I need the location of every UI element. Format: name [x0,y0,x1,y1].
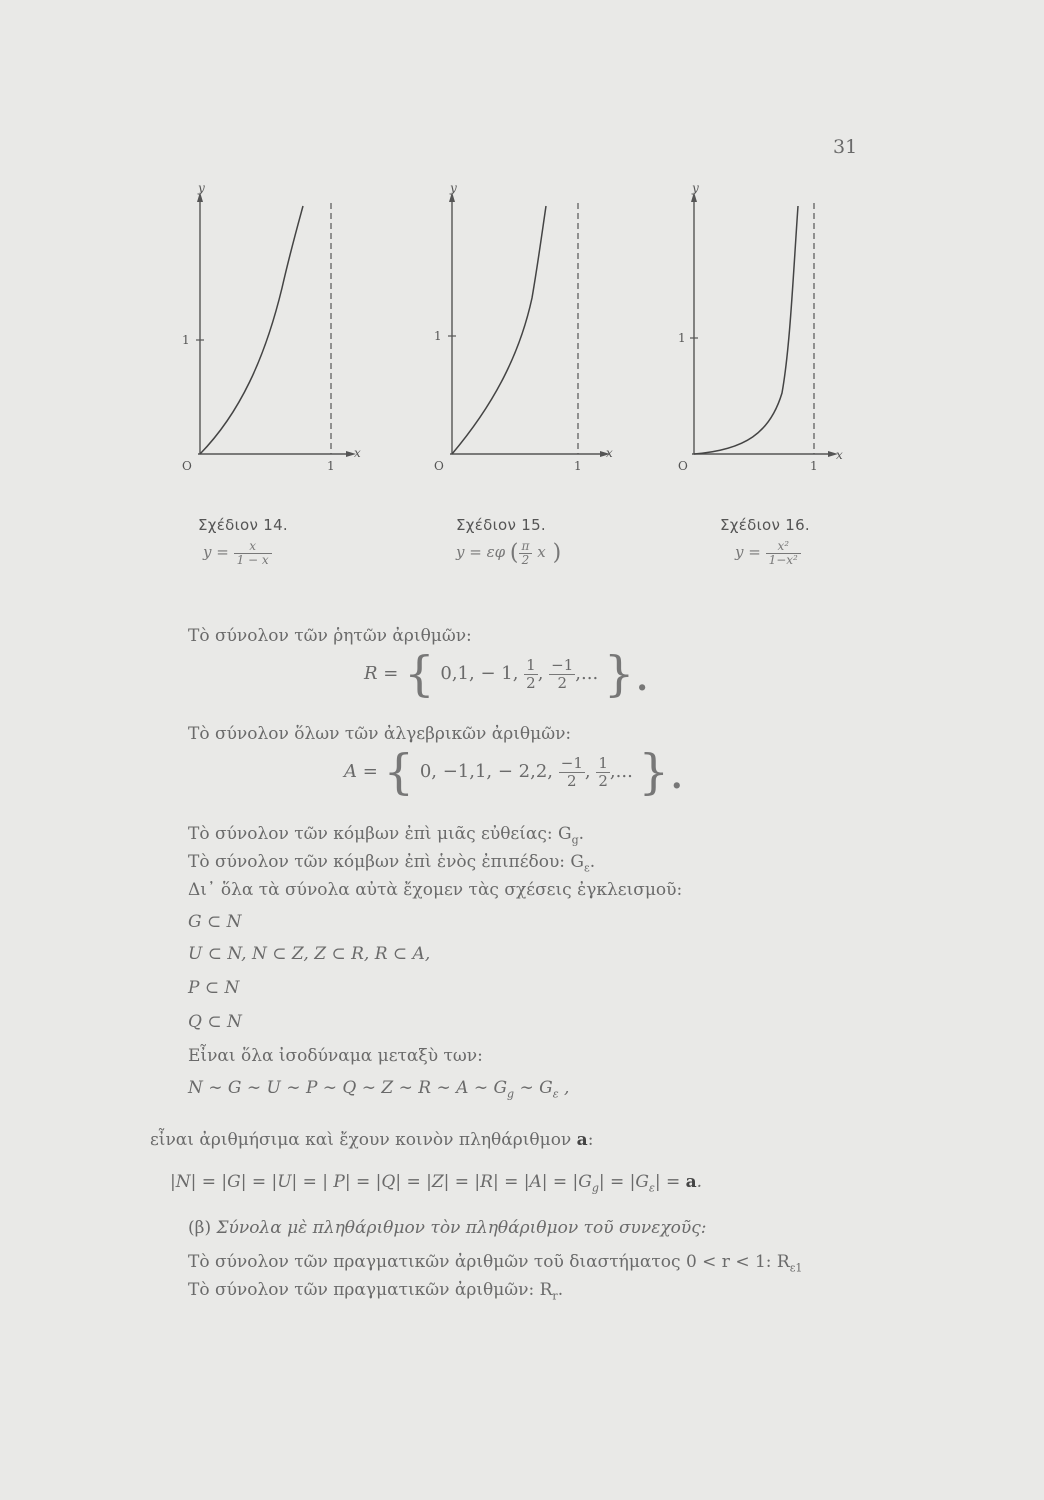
paren-close: ) [545,540,562,566]
formula-fraction [519,540,533,566]
curve [694,206,798,454]
nodes-plane: Τὸ σύνολον τῶν κόμβων ἐπὶ ἑνὸς ἐπιπέδου: $G_\varepsilon$. [188,852,596,875]
x-label: x [354,446,361,460]
denominator: 2 [567,771,577,790]
set-items: 0, −1,1, − 2,2, [419,761,554,782]
denominator: 2 [521,552,530,567]
formula-fraction [766,540,801,566]
denominator: 2 [598,771,608,790]
formula-lhs: y = [203,543,229,562]
caption-15: Σχέδιον 15. [456,516,546,534]
y-label: y [692,181,699,195]
equiv-chain: N ∼ G ∼ U ∼ P ∼ Q ∼ Z ∼ R ∼ A ∼ $G_g$ ∼ $G_\varepsilon$ , [188,1078,570,1101]
numerator: π [519,540,533,554]
brace-close: }. [603,646,650,702]
formula-lhs: y = [735,543,761,562]
formula-fraction [234,540,272,566]
denominator: 1−x² [768,552,798,567]
formula-15 [456,540,561,566]
numerator: 1 [598,754,608,772]
algebraic-set: A = { 0, −1,1, − 2,2, $\frac{-1}{2}$ , $\frac{1}{2}$ ,... }. [344,744,685,800]
curve [200,206,303,454]
set-items: 0,1, − 1, [440,663,519,684]
numerator: −1 [551,656,574,674]
origin-label: O [182,459,192,473]
denominator: 2 [557,673,567,692]
cardinality-equation: |N| = |G| = |U| = | $P| = |Q| = |Z| = |R| = |A| = |G_g| = |G_\varepsilon| = a$. [170,1172,703,1195]
figure-15-plot [420,178,630,478]
relation-4: Q ⊂ N [188,1012,242,1032]
figure-16-plot [670,178,870,478]
relation-3: P ⊂ N [188,978,240,998]
x-label: x [836,448,843,462]
caption-16: Σχέδιον 16. [720,516,810,534]
formula-rhs: x [537,543,546,562]
countable-line: εἶναι ἀριθμήσιμα καὶ ἔχουν κοινὸν πληθάριθμον a: [150,1130,594,1150]
fraction [524,657,538,691]
x-label: x [606,446,613,460]
equiv-intro: Εἶναι ὅλα ἰσοδύναμα μεταξὺ των: [188,1046,483,1066]
set-lhs: A = [344,761,378,782]
x-tick-label: 1 [810,459,818,473]
set-tail: ,... [609,761,633,782]
page-number: 31 [833,136,858,158]
figure-16 [670,178,870,478]
formula-lhs: y = εφ [456,543,506,562]
brace-open: { [383,744,415,800]
algebraic-intro: Τὸ σύνολον ὅλων τῶν ἀλγεβρικῶν ἀριθμῶν: [188,724,572,744]
reals-interval: Τὸ σύνολον τῶν πραγματικῶν ἀριθμῶν τοῦ διαστήματος 0 < r < 1: $R_{\varepsilon 1}$ [188,1252,803,1275]
reals: Τὸ σύνολον τῶν πραγματικῶν ἀριθμῶν: $R_r$. [188,1280,564,1303]
figure-15 [420,178,630,478]
figure-14 [170,178,370,478]
curve [452,206,546,454]
relation-2: U ⊂ N, N ⊂ Z, Z ⊂ R, R ⊂ A, [188,944,431,964]
x-tick-label: 1 [574,459,582,473]
origin-label: O [434,459,444,473]
relations-intro: Δι᾽ ὅλα τὰ σύνολα αὐτὰ ἔχομεν τὰς σχέσεις ἐγκλεισμοῦ: [188,880,683,900]
fraction [559,755,585,789]
numerator: x² [766,540,801,554]
numerator: 1 [526,656,536,674]
y-tick-label: 1 [678,331,686,345]
figure-14-plot [170,178,370,478]
formula-14 [203,540,272,566]
caption-14: Σχέδιον 14. [198,516,288,534]
y-label: y [198,181,205,195]
section-beta: (β) Σύνολα μὲ πληθάριθμον τὸν πληθάριθμον τοῦ συνεχοῦς: [188,1218,707,1238]
rationals-intro: Τὸ σύνολον τῶν ῥητῶν ἀριθμῶν: [188,626,472,646]
numerator: x [234,540,272,554]
relation-1: G ⊂ N [188,912,242,932]
x-tick-label: 1 [327,459,335,473]
fraction [596,755,610,789]
brace-open: { [404,646,435,702]
denominator: 2 [526,673,536,692]
set-tail: ,... [575,663,599,684]
formula-16 [735,540,801,566]
nodes-line: Τὸ σύνολον τῶν κόμβων ἐπὶ μιᾶς εὐθείας: $G_g$. [188,824,585,847]
brace-close: }. [638,744,685,800]
paren-open: ( [509,540,519,566]
rationals-set: R = { 0,1, − 1, $\frac{1}{2}$ , $\frac{-1}{2}$ ,... }. [364,646,650,702]
fraction [549,657,575,691]
denominator: 1 − x [236,552,269,567]
y-tick-label: 1 [182,333,190,347]
y-tick-label: 1 [434,329,442,343]
numerator: −1 [560,754,583,772]
set-lhs: R = [364,663,399,684]
y-label: y [450,181,457,195]
origin-label: O [678,459,688,473]
